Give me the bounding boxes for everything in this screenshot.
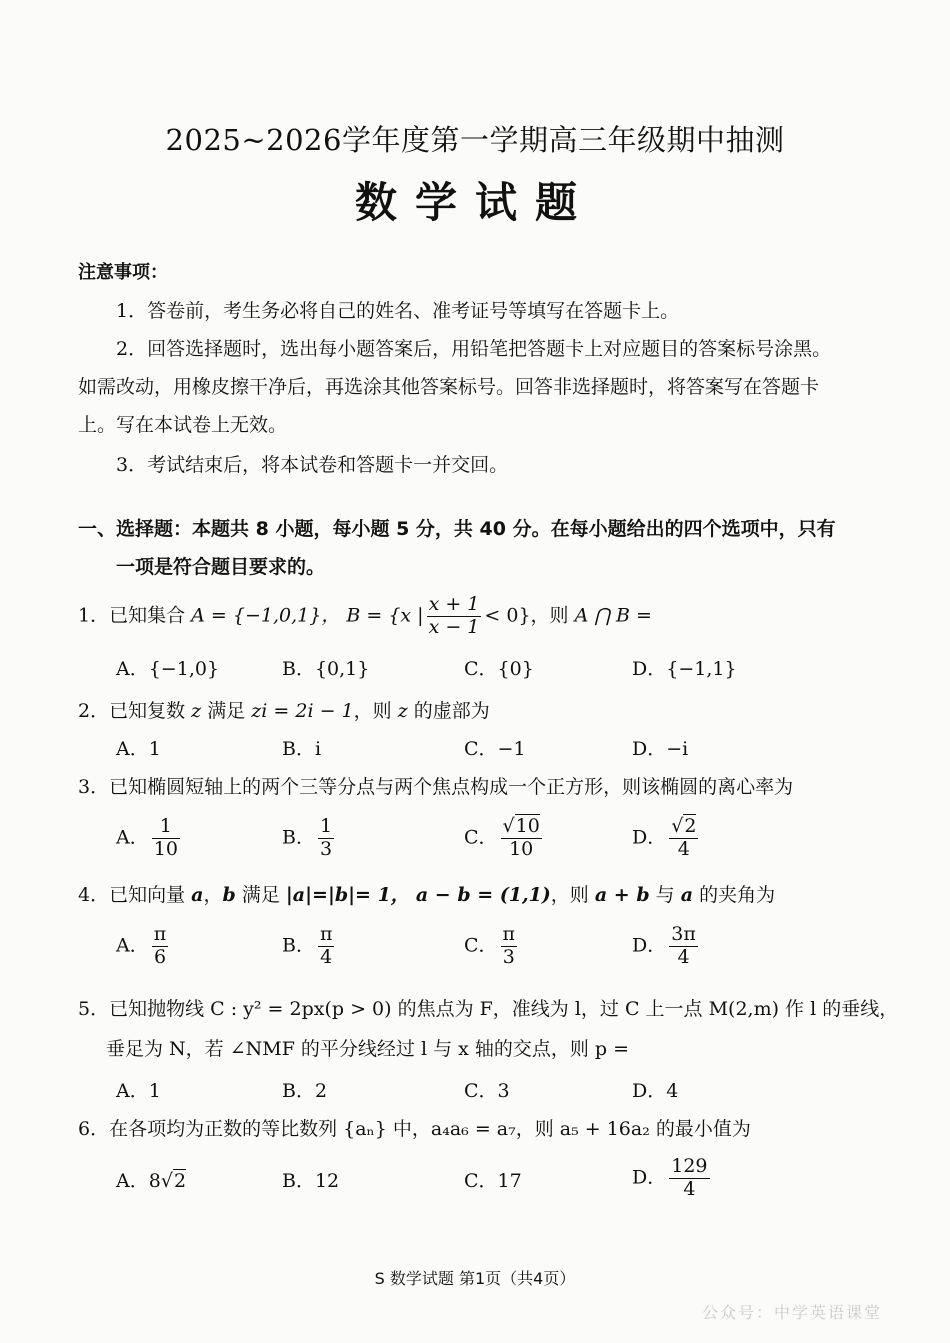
q6-option-b: B．12 [282, 1170, 340, 1192]
fraction-denominator: 10 [509, 837, 534, 860]
fraction-denominator: x − 1 [428, 615, 480, 638]
question-text: 已知集合 [109, 604, 186, 627]
question-text: ，则 [550, 884, 589, 906]
radicand: 2 [173, 1170, 187, 1192]
exam-title: 2025~2026学年度第一学期高三年级期中抽测 [165, 123, 785, 157]
q1-option-b: B．{0,1} [282, 658, 370, 680]
q1-option-c: C．{0} [464, 658, 534, 680]
fraction [501, 816, 542, 861]
fraction-denominator: 3 [319, 837, 333, 860]
q1-option-d: D．{−1,1} [632, 658, 737, 680]
square-root: √2 [671, 815, 697, 837]
q5-option-c: C．3 [464, 1080, 510, 1102]
fraction-denominator: 4 [677, 837, 690, 860]
q6-option-a [116, 1166, 186, 1193]
fraction-numerator: 1 [152, 816, 180, 839]
fraction-denominator: 3 [502, 945, 515, 968]
fraction [152, 816, 180, 861]
fraction-denominator: 4 [677, 945, 690, 968]
question-4 [78, 880, 775, 907]
question-3 [78, 772, 793, 799]
vector-a: a [191, 884, 204, 906]
question-number: 3． [78, 776, 110, 798]
option-label: D． [632, 826, 667, 849]
question-text: 满足 [241, 884, 280, 906]
fraction [669, 924, 698, 969]
notice-item-2-line-1: 2．回答选择题时，选出每小题答案后，用铅笔把答题卡上对应题目的答案标号涂黑。 [116, 338, 832, 360]
q4-option-b [282, 924, 337, 969]
vector-b: b [222, 884, 236, 906]
q2-option-b: B．i [282, 738, 322, 760]
fraction [152, 924, 169, 969]
subject-title: 数学试题 [354, 178, 595, 227]
variable: z [397, 700, 408, 722]
fraction [669, 816, 698, 861]
q5-option-a: A．1 [116, 1080, 161, 1102]
question-number: 4． [78, 884, 110, 906]
question-2 [78, 696, 490, 723]
fraction-numerator: π [502, 923, 516, 945]
fraction [501, 924, 518, 969]
q5-option-d: D．4 [632, 1080, 679, 1102]
section-heading-line-2: 一项是符合题目要求的。 [116, 556, 326, 578]
notice-item-3: 3．考试结束后，将本试卷和答题卡一并交回。 [116, 454, 509, 476]
q3-option-d [632, 816, 701, 861]
radicand: 10 [515, 815, 540, 837]
question-number: 1． [78, 604, 110, 627]
set-b-lead: B = {x | [346, 604, 424, 627]
set-b-tail: < 0}，则 [484, 604, 569, 627]
fraction-numerator: 1 [319, 815, 333, 837]
question-ask: A ⋂ B = [574, 604, 652, 627]
page-footer: S 数学试题 第1页（共4页） [374, 1269, 576, 1288]
question-text: 已知复数 [109, 700, 186, 722]
fraction-numerator: 3π [671, 923, 696, 945]
q2-option-d: D．−i [632, 738, 689, 760]
q3-option-a [116, 816, 183, 861]
option-label: D． [632, 934, 667, 957]
q3-option-b [282, 816, 337, 861]
question-text: ，则 [353, 700, 392, 722]
q2-option-a: A．1 [116, 738, 161, 760]
fraction-numerator: π [153, 923, 167, 945]
notice-item-1: 1．答卷前，考生务必将自己的姓名、准考证号等填写在答题卡上。 [116, 300, 680, 322]
condition: |a|=|b|= 1， [285, 884, 410, 906]
separator: ， [203, 884, 223, 906]
question-text: 在各项均为正数的等比数列 {aₙ} 中，a₄a₆ = a₇，则 a₅ + 16a₂ 的最小值为 [109, 1118, 751, 1140]
question-text: 的夹角为 [699, 884, 776, 906]
condition: a − b = (1,1) [415, 884, 551, 906]
question-5-line-2: 垂足为 N，若 ∠NMF 的平分线经过 l 与 x 轴的交点，则 p = [106, 1038, 630, 1060]
q3-option-c [464, 816, 545, 861]
radicand: 2 [684, 815, 697, 837]
square-root: √10 [502, 815, 540, 837]
question-text: 满足 [207, 700, 246, 722]
question-number: 6． [78, 1118, 110, 1140]
section-heading-line-1: 一、选择题：本题共 8 小题，每小题 5 分，共 40 分。在每小题给出的四个选项中，只有 [78, 518, 836, 540]
question-text-line-1: 已知抛物线 C : y² = 2px(p > 0) 的焦点为 F，准线为 l，过 C 上一点 M(2,m) 作 l 的垂线， [109, 998, 899, 1020]
option-label: A． [116, 1170, 149, 1192]
notice-item-2-line-3: 上。写在本试卷上无效。 [78, 414, 288, 436]
watermark: 公众号：中学英语课堂 [701, 1303, 882, 1322]
variable: z [191, 700, 202, 722]
fraction-numerator [501, 816, 542, 839]
coefficient: 8 [148, 1170, 161, 1192]
q6-option-c: C．17 [464, 1170, 522, 1192]
question-text: 已知向量 [109, 884, 186, 906]
q6-option-d [632, 1156, 713, 1201]
fraction-denominator: 10 [153, 837, 178, 860]
option-label: B． [282, 826, 315, 849]
fraction [427, 594, 482, 639]
question-5 [78, 994, 898, 1021]
q1-option-a: A．{−1,0} [116, 658, 220, 680]
vector-a: a [680, 884, 694, 906]
question-text: 的虚部为 [413, 700, 490, 722]
equation: zi = 2i − 1 [251, 700, 354, 722]
fraction-denominator: 6 [153, 945, 167, 968]
option-label: B． [282, 934, 315, 957]
option-label: C． [464, 934, 498, 957]
fraction-denominator: 4 [320, 945, 333, 968]
question-1 [78, 594, 652, 639]
fraction-denominator: 4 [683, 1177, 696, 1200]
option-label: A． [116, 826, 149, 849]
set-a: A = {−1,0,1}， [191, 604, 341, 627]
q4-option-a [116, 924, 171, 969]
option-label: C． [464, 826, 498, 849]
vector-sum: a + b [594, 884, 650, 906]
question-text: 已知椭圆短轴上的两个三等分点与两个焦点构成一个正方形，则该椭圆的离心率为 [109, 776, 794, 798]
question-number: 5． [78, 998, 110, 1020]
fraction [318, 816, 334, 861]
notice-heading: 注意事项： [78, 262, 168, 283]
fraction [669, 1156, 709, 1201]
notice-item-2-line-2: 如需改动，用橡皮擦干净后，再选涂其他答案标号。回答非选择题时，将答案写在答题卡 [78, 376, 820, 398]
option-label: D． [632, 1166, 667, 1189]
question-text: 与 [655, 884, 675, 906]
q4-option-d [632, 924, 701, 969]
q4-option-c [464, 924, 520, 969]
question-number: 2． [78, 700, 110, 722]
fraction-numerator [669, 816, 698, 839]
fraction-numerator: x + 1 [428, 593, 480, 615]
square-root: √2 [160, 1170, 187, 1192]
question-6 [78, 1114, 751, 1141]
fraction-numerator: π [319, 923, 333, 945]
option-label: A． [116, 934, 149, 957]
fraction-numerator: 129 [671, 1155, 708, 1177]
fraction [318, 924, 335, 969]
q5-option-b: B．2 [282, 1080, 328, 1102]
q2-option-c: C．−1 [464, 738, 526, 760]
